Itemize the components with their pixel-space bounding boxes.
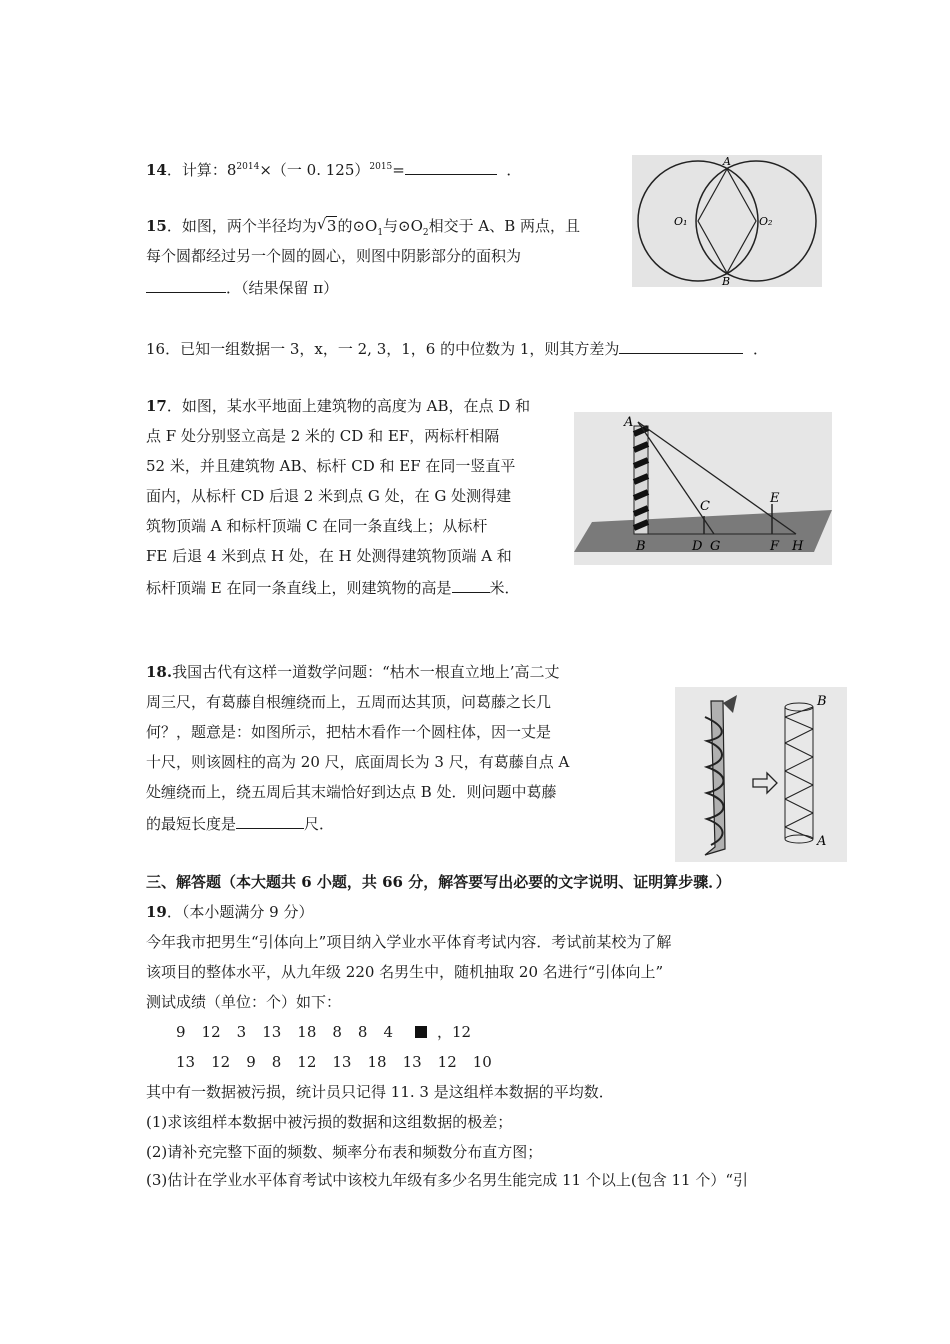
- q18-line-2: 周三尺，有葛藤自根缠绕而上，五周而达其顶，问葛藤之长几: [146, 693, 552, 711]
- data-value: 10: [472, 1053, 492, 1071]
- q15-text-c: 与⊙O: [383, 217, 423, 235]
- q18-line-4: 十尺，则该圆柱的高为 20 尺，底面周长为 3 尺，有葛藤自点 A: [146, 753, 570, 771]
- q14-number: 14: [146, 161, 167, 179]
- q15-text-d: 相交于 A、B 两点，且: [428, 217, 581, 235]
- label-b: B: [722, 275, 731, 287]
- q18-line-3: 何？，题意是：如图所示，把枯木看作一个圆柱体，因一丈是: [146, 723, 552, 741]
- q14-end: ．: [506, 161, 522, 179]
- q14-line: [146, 158, 521, 180]
- label-h: H: [792, 539, 804, 554]
- data-value: 8: [332, 1023, 342, 1041]
- radical-sign: √: [316, 215, 327, 233]
- q17-figure: [574, 412, 832, 565]
- q15-figure: [632, 155, 822, 287]
- q19-item-2: (2)请补充完整下面的频数、频率分布表和频数分布直方图；: [146, 1143, 543, 1161]
- q19-item-3: (3)估计在学业水平体育考试中该校九年级有多少名男生能完成 11 个以上(包含 11 个）“引: [146, 1171, 749, 1189]
- q15-sub-2: 2: [422, 228, 429, 238]
- q16-text: ．已知一组数据一 3，x，一 2, 3，1，6 的中位数为 1，则其方差为: [165, 340, 620, 358]
- data-value: 3: [236, 1023, 247, 1041]
- q19-after: 其中有一数据被污损，统计员只记得 11. 3 是这组样本数据的平均数．: [146, 1083, 614, 1101]
- q18-end: 尺．: [304, 815, 335, 833]
- label-e: E: [770, 491, 780, 506]
- data-value: 13: [262, 1023, 282, 1041]
- data-value: 9: [246, 1053, 256, 1071]
- data-value: 4: [383, 1023, 394, 1041]
- q17-line-1: [146, 396, 530, 416]
- q15-text-a: ．如图，两个半径均为: [166, 217, 317, 235]
- data-value: 12: [211, 1053, 231, 1071]
- label-b: B: [817, 694, 827, 709]
- label-d: D: [692, 539, 703, 554]
- q18-answer-blank[interactable]: [236, 812, 304, 829]
- q17-line-2: 点 F 处分别竖立高是 2 米的 CD 和 EF，两标杆相隔: [146, 427, 500, 445]
- data-value: 18: [297, 1023, 317, 1041]
- data-value: 8: [357, 1023, 368, 1041]
- q17-line-6: FE 后退 4 米到点 H 处，在 H 处测得建筑物顶端 A 和: [146, 547, 512, 565]
- q18-line-5: 处缠绕而上，绕五周后其末端恰好到达点 B 处．则问题中葛藤: [146, 783, 557, 801]
- label-o1: O₁: [674, 215, 688, 228]
- q14-prefix: ．计算：8: [166, 161, 237, 179]
- q14-exponent-1: 2014: [236, 162, 260, 172]
- q17-line-5: 筑物顶端 A 和标杆顶端 C 在同一条直线上；从标杆: [146, 517, 488, 535]
- data-value: 18: [367, 1053, 387, 1071]
- q17-line-4: 面内，从标杆 CD 后退 2 米到点 G 处，在 G 处测得建: [146, 487, 512, 505]
- q18-line-1: [146, 662, 560, 682]
- q18-number: 18.: [146, 663, 173, 681]
- q15-line-2: 每个圆都经过另一个圆的圆心，则图中阴影部分的面积为: [146, 247, 522, 265]
- q15-line-1: [146, 216, 580, 236]
- q16-end: ．: [752, 340, 768, 358]
- q15-sub-1: 1: [377, 228, 384, 238]
- q17-line-7: [146, 576, 520, 598]
- q17-answer-blank[interactable]: [452, 576, 490, 593]
- label-a: A: [817, 834, 827, 849]
- data-value: 8: [271, 1053, 282, 1071]
- q15-text-b: 的⊙O: [337, 217, 378, 235]
- data-value: 12: [297, 1053, 317, 1071]
- q18-line-6: [146, 812, 334, 834]
- data-value: 12: [437, 1053, 457, 1071]
- q14-exponent-2: 2015: [369, 162, 393, 172]
- data-value: 13: [176, 1053, 196, 1071]
- q14-equals: =: [392, 161, 405, 179]
- q19-item-1: (1)求该组样本数据中被污损的数据和这组数据的极差；: [146, 1113, 513, 1131]
- q19-line-1: [146, 902, 313, 922]
- q19-score: ．（本小题满分 9 分）: [166, 903, 314, 921]
- label-a: A: [624, 415, 634, 430]
- q14-answer-blank[interactable]: [405, 158, 497, 175]
- q15-answer-blank[interactable]: [146, 276, 226, 293]
- q17-line-3: 52 米，并且建筑物 AB、标杆 CD 和 EF 在同一竖直平: [146, 457, 516, 475]
- q19-number: 19: [146, 903, 167, 921]
- q15-line-3-end: ．（结果保留 π）: [226, 279, 339, 297]
- q18-figure: [675, 687, 847, 862]
- label-f: F: [770, 539, 780, 554]
- label-b: B: [636, 539, 646, 554]
- q19-text-3: 测试成绩（单位：个）如下：: [146, 993, 342, 1011]
- label-a: A: [723, 155, 731, 168]
- q16-answer-blank[interactable]: [619, 337, 743, 354]
- q16-line: [146, 337, 768, 359]
- smudged-value: [415, 1022, 427, 1042]
- q17-text-7: 标杆顶端 E 在同一条直线上，则建筑物的高是: [146, 579, 452, 597]
- data-value: 12: [201, 1023, 221, 1041]
- q18-text-6: 的最短长度是: [146, 815, 237, 833]
- data-value: 13: [332, 1053, 352, 1071]
- q16-number: 16: [146, 340, 166, 358]
- data-row-1-tail: ，12: [437, 1023, 472, 1041]
- sqrt-argument: 3: [326, 217, 337, 235]
- q17-end: 米．: [489, 579, 520, 597]
- data-row-1: [176, 1022, 487, 1042]
- label-o2: O₂: [759, 215, 773, 228]
- q15-number: 15: [146, 217, 167, 235]
- q17-text-1: ．如图，某水平地面上建筑物的高度为 AB，在点 D 和: [166, 397, 531, 415]
- label-g: G: [710, 539, 721, 554]
- ink-blot-icon: [415, 1026, 427, 1038]
- data-value: 13: [402, 1053, 422, 1071]
- data-value: 9: [176, 1023, 186, 1041]
- q15-line-3: [146, 276, 338, 298]
- section3-heading: 三、解答题（本大题共 6 小题，共 66 分，解答要写出必要的文字说明、证明算步骤．）: [146, 873, 731, 891]
- label-c: C: [700, 499, 710, 514]
- q14-mid: ×（一 0. 125）: [259, 161, 370, 179]
- q19-text-2: 该项目的整体水平，从九年级 220 名男生中，随机抽取 20 名进行“引体向上”: [146, 963, 664, 981]
- sqrt-expression: [317, 216, 338, 236]
- data-row-2: [176, 1052, 508, 1072]
- q19-text-1: 今年我市把男生“引体向上”项目纳入学业水平体育考试内容．考试前某校为了解: [146, 933, 672, 951]
- q17-number: 17: [146, 397, 167, 415]
- q18-text-1: 我国古代有这样一道数学问题：“枯木一根直立地上’高二丈: [172, 663, 560, 681]
